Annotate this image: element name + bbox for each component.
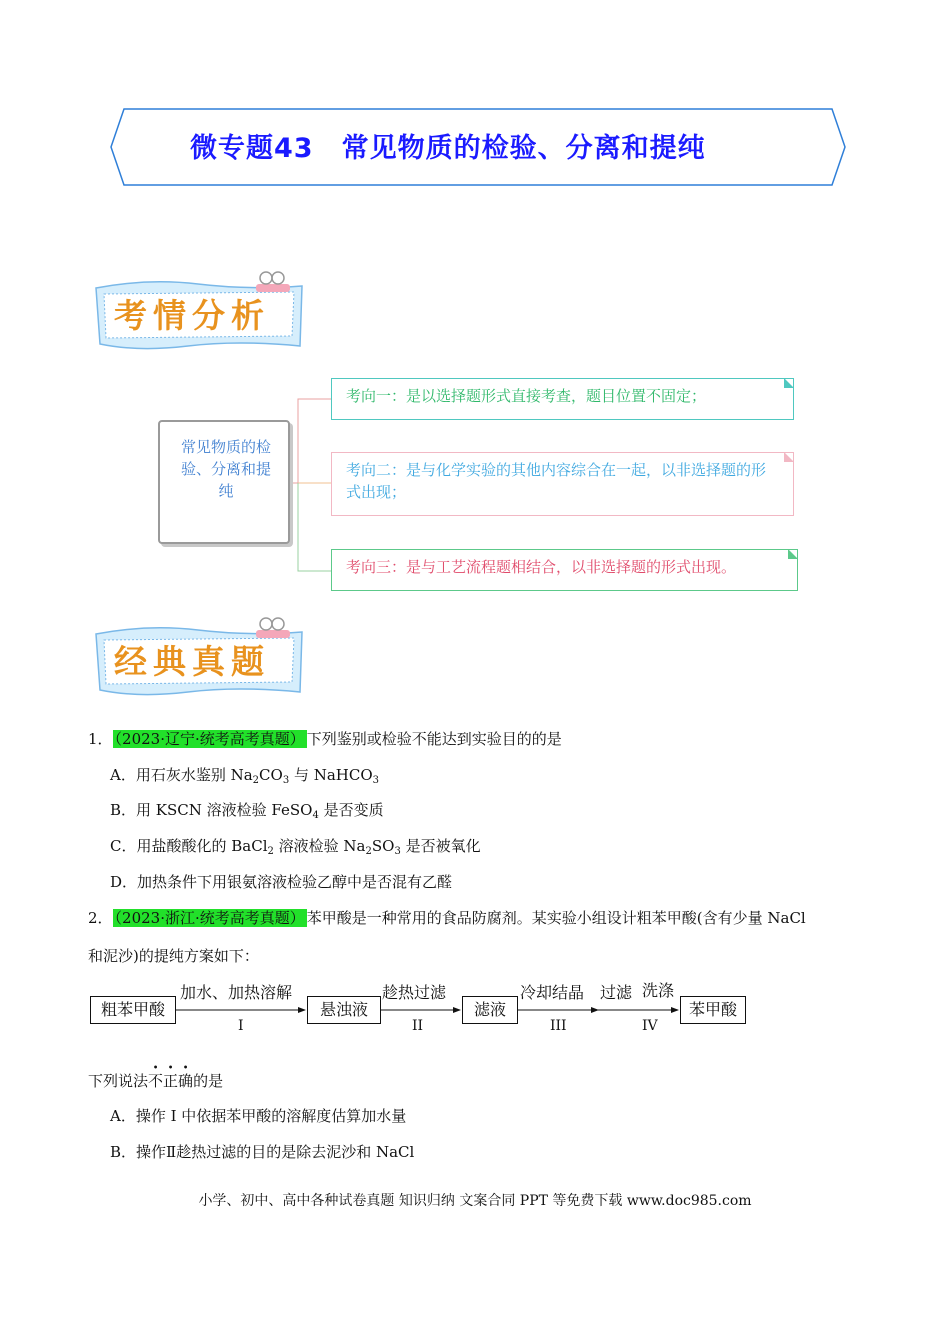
emphasis-marked-text: 不正确 — [148, 1072, 194, 1090]
question-2-stem — [88, 907, 806, 929]
page-title: 微专题43 常见物质的检验、分离和提纯 — [190, 133, 706, 164]
branch-1-text: 考向一：是以选择题形式直接考查，题目位置不固定； — [346, 387, 707, 405]
mindmap-root-text: 常见物质的检验、分离和提纯 — [180, 438, 271, 500]
flow-box-suspension: 悬浊液 — [307, 996, 381, 1024]
page-footer: 小学、初中、高中各种试卷真题 知识归纳 文案合同 PPT 等免费下载 www.doc985.com — [198, 1193, 752, 1209]
question-2-prompt: 下列说法不正确的是 — [88, 1072, 224, 1090]
question-2-option-a: A．操作 I 中依据苯甲酸的溶解度估算加水量 — [110, 1107, 407, 1125]
flow-roman-3: III — [550, 1018, 567, 1034]
page-fold-icon — [784, 452, 794, 462]
mindmap-branch-2 — [331, 452, 794, 516]
question-1-option-b: B．用 KSCN 溶液检验 FeSO$_4$ 是否变质 — [110, 801, 384, 821]
flow-box-product: 苯甲酸 — [680, 996, 746, 1024]
title-banner — [110, 108, 846, 186]
question-1-option-c: C．用盐酸酸化的 BaCl$_2$ 溶液检验 $Na_2SO_3$ 是否被氧化 — [110, 837, 481, 857]
question-2-option-b: B．操作Ⅱ趁热过滤的目的是除去泥沙和 NaCl — [110, 1143, 415, 1161]
page-fold-icon — [784, 378, 794, 388]
flow-step-crystallize: 冷却结晶 — [520, 983, 585, 1002]
flow-box-filtrate: 滤液 — [462, 996, 518, 1024]
section-heading-analysis — [88, 270, 308, 350]
flow-step-hot-filter: 趁热过滤 — [382, 983, 447, 1002]
section-heading-exam — [88, 616, 308, 696]
flow-roman-1: I — [238, 1018, 244, 1034]
question-2-stem-cont: 和泥沙)的提纯方案如下： — [88, 947, 259, 965]
question-number: 1． — [88, 730, 113, 748]
branch-3-text: 考向三：是与工艺流程题相结合，以非选择题的形式出现。 — [346, 558, 737, 576]
page-fold-icon — [788, 549, 798, 559]
branch-2-text: 考向二：是与化学实验的其他内容综合在一起，以非选择题的形式出现； — [346, 461, 767, 501]
question-1-option-a: A．用石灰水鉴别 $Na_2CO_3$ 与 NaHCO$_3$ — [110, 766, 380, 786]
flow-step-filter: 过滤 — [600, 983, 633, 1002]
section-heading-text: 经典真题 — [114, 642, 270, 681]
mindmap-branch-3 — [331, 549, 798, 591]
section-heading-text: 考情分析 — [114, 296, 270, 335]
flow-step-dissolve: 加水、加热溶解 — [180, 983, 293, 1002]
question-1-option-d: D．加热条件下用银氨溶液检验乙醇中是否混有乙醛 — [110, 873, 453, 891]
mindmap-connectors — [288, 395, 334, 575]
source-tag: （2023·辽宁·统考高考真题） — [114, 730, 305, 748]
question-number: 2． — [88, 909, 113, 927]
question-1-stem — [88, 728, 562, 750]
flow-step-wash: 洗涤 — [642, 981, 675, 1000]
flow-roman-2: II — [412, 1018, 424, 1034]
question-text: 苯甲酸是一种常用的食品防腐剂。某实验小组设计粗苯甲酸(含有少量 NaCl — [306, 909, 806, 927]
source-tag: （2023·浙江·统考高考真题） — [114, 909, 305, 927]
flow-roman-4: IV — [642, 1018, 658, 1034]
purification-flow-diagram — [88, 978, 848, 1040]
mindmap-branch-1 — [331, 378, 794, 420]
flow-box-crude: 粗苯甲酸 — [90, 996, 176, 1024]
question-text: 下列鉴别或检验不能达到实验目的的是 — [306, 730, 562, 748]
mindmap-root — [158, 420, 290, 544]
